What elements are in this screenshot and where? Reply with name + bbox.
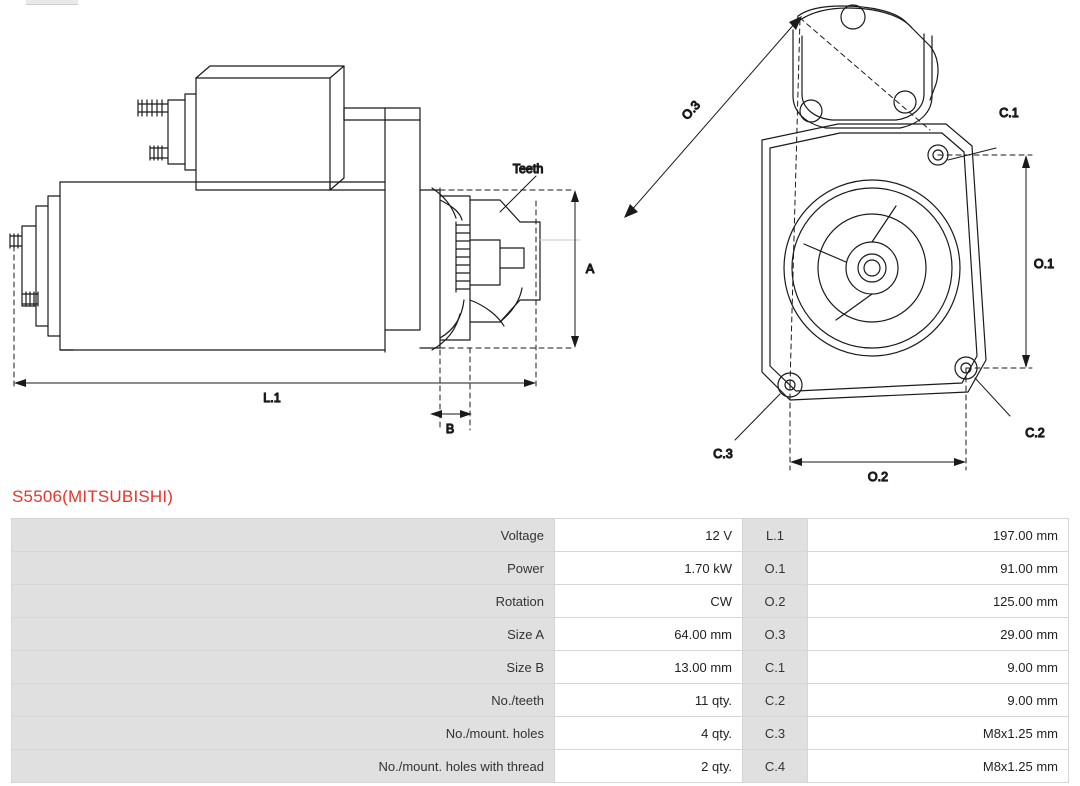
table-row [12,651,1069,684]
spec-label: Size B [12,651,555,684]
spec-value: 4 qty. [555,717,743,750]
spec-code: O.1 [743,552,808,585]
label-o2: O.2 [867,470,889,484]
spec-code-value: 29.00 mm [808,618,1069,651]
table-row [12,750,1069,783]
table-row [12,585,1069,618]
label-l1: L.1 [263,391,281,405]
spec-label: Rotation [12,585,555,618]
spec-code: C.1 [743,651,808,684]
table-row [12,552,1069,585]
table-row [12,519,1069,552]
spec-value: 13.00 mm [555,651,743,684]
spec-label: Size A [12,618,555,651]
label-c3: C.3 [713,447,733,461]
label-o3: O.3 [679,98,703,123]
spec-code: C.3 [743,717,808,750]
table-row [12,684,1069,717]
spec-value: CW [555,585,743,618]
spec-value: 1.70 kW [555,552,743,585]
label-c2: C.2 [1025,426,1045,440]
spec-label: No./mount. holes with thread [12,750,555,783]
label-o1: O.1 [1033,257,1055,271]
spec-code-value: 91.00 mm [808,552,1069,585]
spec-label: Power [12,552,555,585]
spec-code-value: 9.00 mm [808,684,1069,717]
spec-label: No./mount. holes [12,717,555,750]
label-a: A [585,262,595,276]
label-b: B [445,422,455,436]
label-c1: C.1 [999,106,1019,120]
spec-code-value: M8x1.25 mm [808,750,1069,783]
spec-code: C.2 [743,684,808,717]
page-title: S5506(MITSUBISHI) [12,487,174,506]
spec-value: 2 qty. [555,750,743,783]
spec-code: O.3 [743,618,808,651]
spec-value: 11 qty. [555,684,743,717]
spec-code-value: 9.00 mm [808,651,1069,684]
spec-code: L.1 [743,519,808,552]
spec-value: 64.00 mm [555,618,743,651]
table-row [12,717,1069,750]
spec-code: O.2 [743,585,808,618]
spec-code-value: 125.00 mm [808,585,1069,618]
spec-label: Voltage [12,519,555,552]
spec-code: C.4 [743,750,808,783]
spec-label: No./teeth [12,684,555,717]
table-row [12,618,1069,651]
specification-table [11,518,1069,783]
spec-table-body [12,519,1069,783]
spec-value: 12 V [555,519,743,552]
spec-code-value: M8x1.25 mm [808,717,1069,750]
spec-code-value: 197.00 mm [808,519,1069,552]
label-teeth: Teeth [512,162,544,176]
